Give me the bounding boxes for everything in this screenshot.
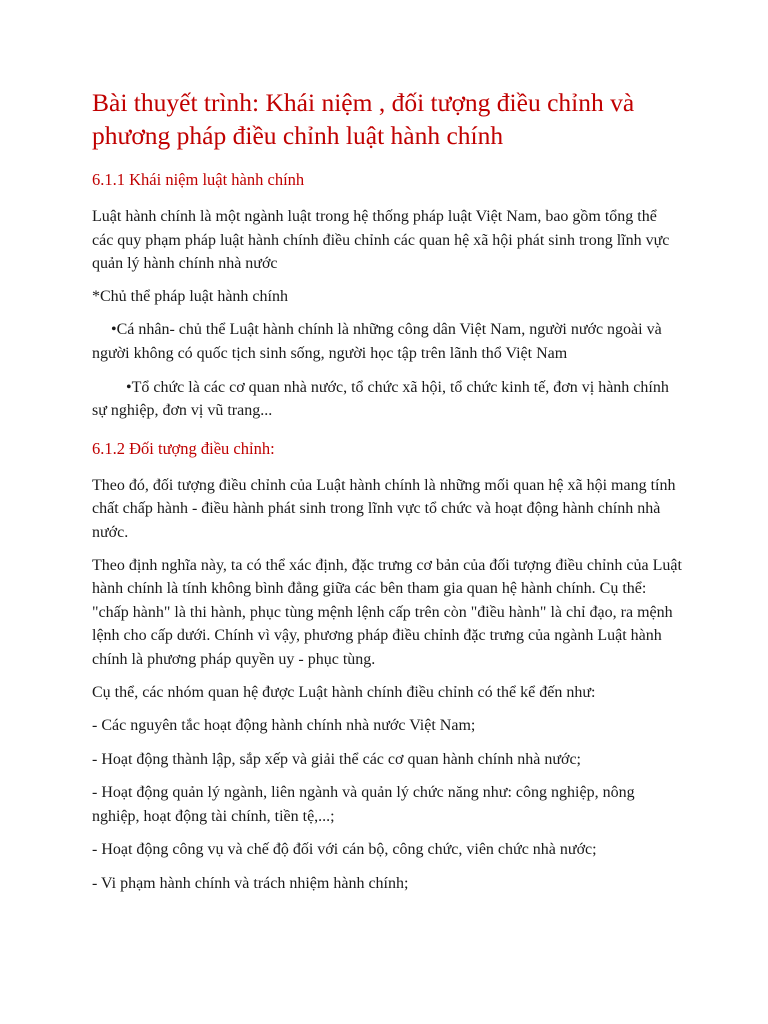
document-content — [92, 86, 682, 896]
bullet-individuals: •Cá nhân- chủ thể Luật hành chính là những công dân Việt Nam, người nước ngoài và người không có quốc tịch sinh sống, người học tập trên lãnh thổ Việt Nam — [92, 321, 662, 362]
group-item: - Vi phạm hành chính và trách nhiệm hành chính; — [92, 875, 409, 893]
document-title: Bài thuyết trình: Khái niệm , đối tượng điều chỉnh và phương pháp điều chỉnh luật hành chính — [92, 88, 635, 150]
definition-paragraph: Luật hành chính là một ngành luật trong hệ thống pháp luật Việt Nam, bao gồm tổng thể các quy phạm pháp luật hành chính điều chỉnh các quan hệ xã hội phát sinh trong lĩnh vực quản lý hành chính nhà nước — [92, 208, 670, 273]
group-item: - Hoạt động thành lập, sắp xếp và giải thể các cơ quan hành chính nhà nước; — [92, 750, 581, 768]
object-paragraph-1: Theo đó, đối tượng điều chỉnh của Luật hành chính là những mối quan hệ xã hội mang tính chất chấp hành - điều hành phát sinh trong lĩnh vực tổ chức và hoạt động hành chính nhà nước. — [92, 476, 676, 541]
section-heading-object: 6.1.2 Đối tượng điều chỉnh: — [92, 438, 275, 458]
groups-intro: Cụ thể, các nhóm quan hệ được Luật hành chính điều chỉnh có thể kể đến như: — [92, 683, 596, 701]
object-paragraph-2: Theo định nghĩa này, ta có thể xác định, đặc trưng cơ bản của đối tượng điều chỉnh của Luật hành chính là tính không bình đẳng giữa các bên tham gia quan hệ hành chính. Cụ thể: "chấp hành" là thi hành, phục tùng mệnh lệnh cấp trên còn "điều hành" là chỉ đạo, ra mệnh lệnh cho cấp dưới. Chính vì vậy, phương pháp điều chỉnh đặc trưng của ngành Luật hành chính là phương pháp quyền uy - phục tùng. — [92, 556, 682, 668]
group-item: - Các nguyên tắc hoạt động hành chính nhà nước Việt Nam; — [92, 717, 476, 735]
group-item: - Hoạt động công vụ và chế độ đối với cán bộ, công chức, viên chức nhà nước; — [92, 841, 597, 859]
section-heading-concept: 6.1.1 Khái niệm luật hành chính — [92, 170, 305, 189]
subjects-label: *Chủ thể pháp luật hành chính — [92, 287, 288, 305]
bullet-organizations: •Tổ chức là các cơ quan nhà nước, tổ chức xã hội, tổ chức kinh tế, đơn vị hành chính sự nghiệp, đơn vị vũ trang... — [92, 378, 669, 420]
group-item: - Hoạt động quản lý ngành, liên ngành và quản lý chức năng như: công nghiệp, nông nghiệp, hoạt động tài chính, tiền tệ,...; — [92, 784, 635, 825]
